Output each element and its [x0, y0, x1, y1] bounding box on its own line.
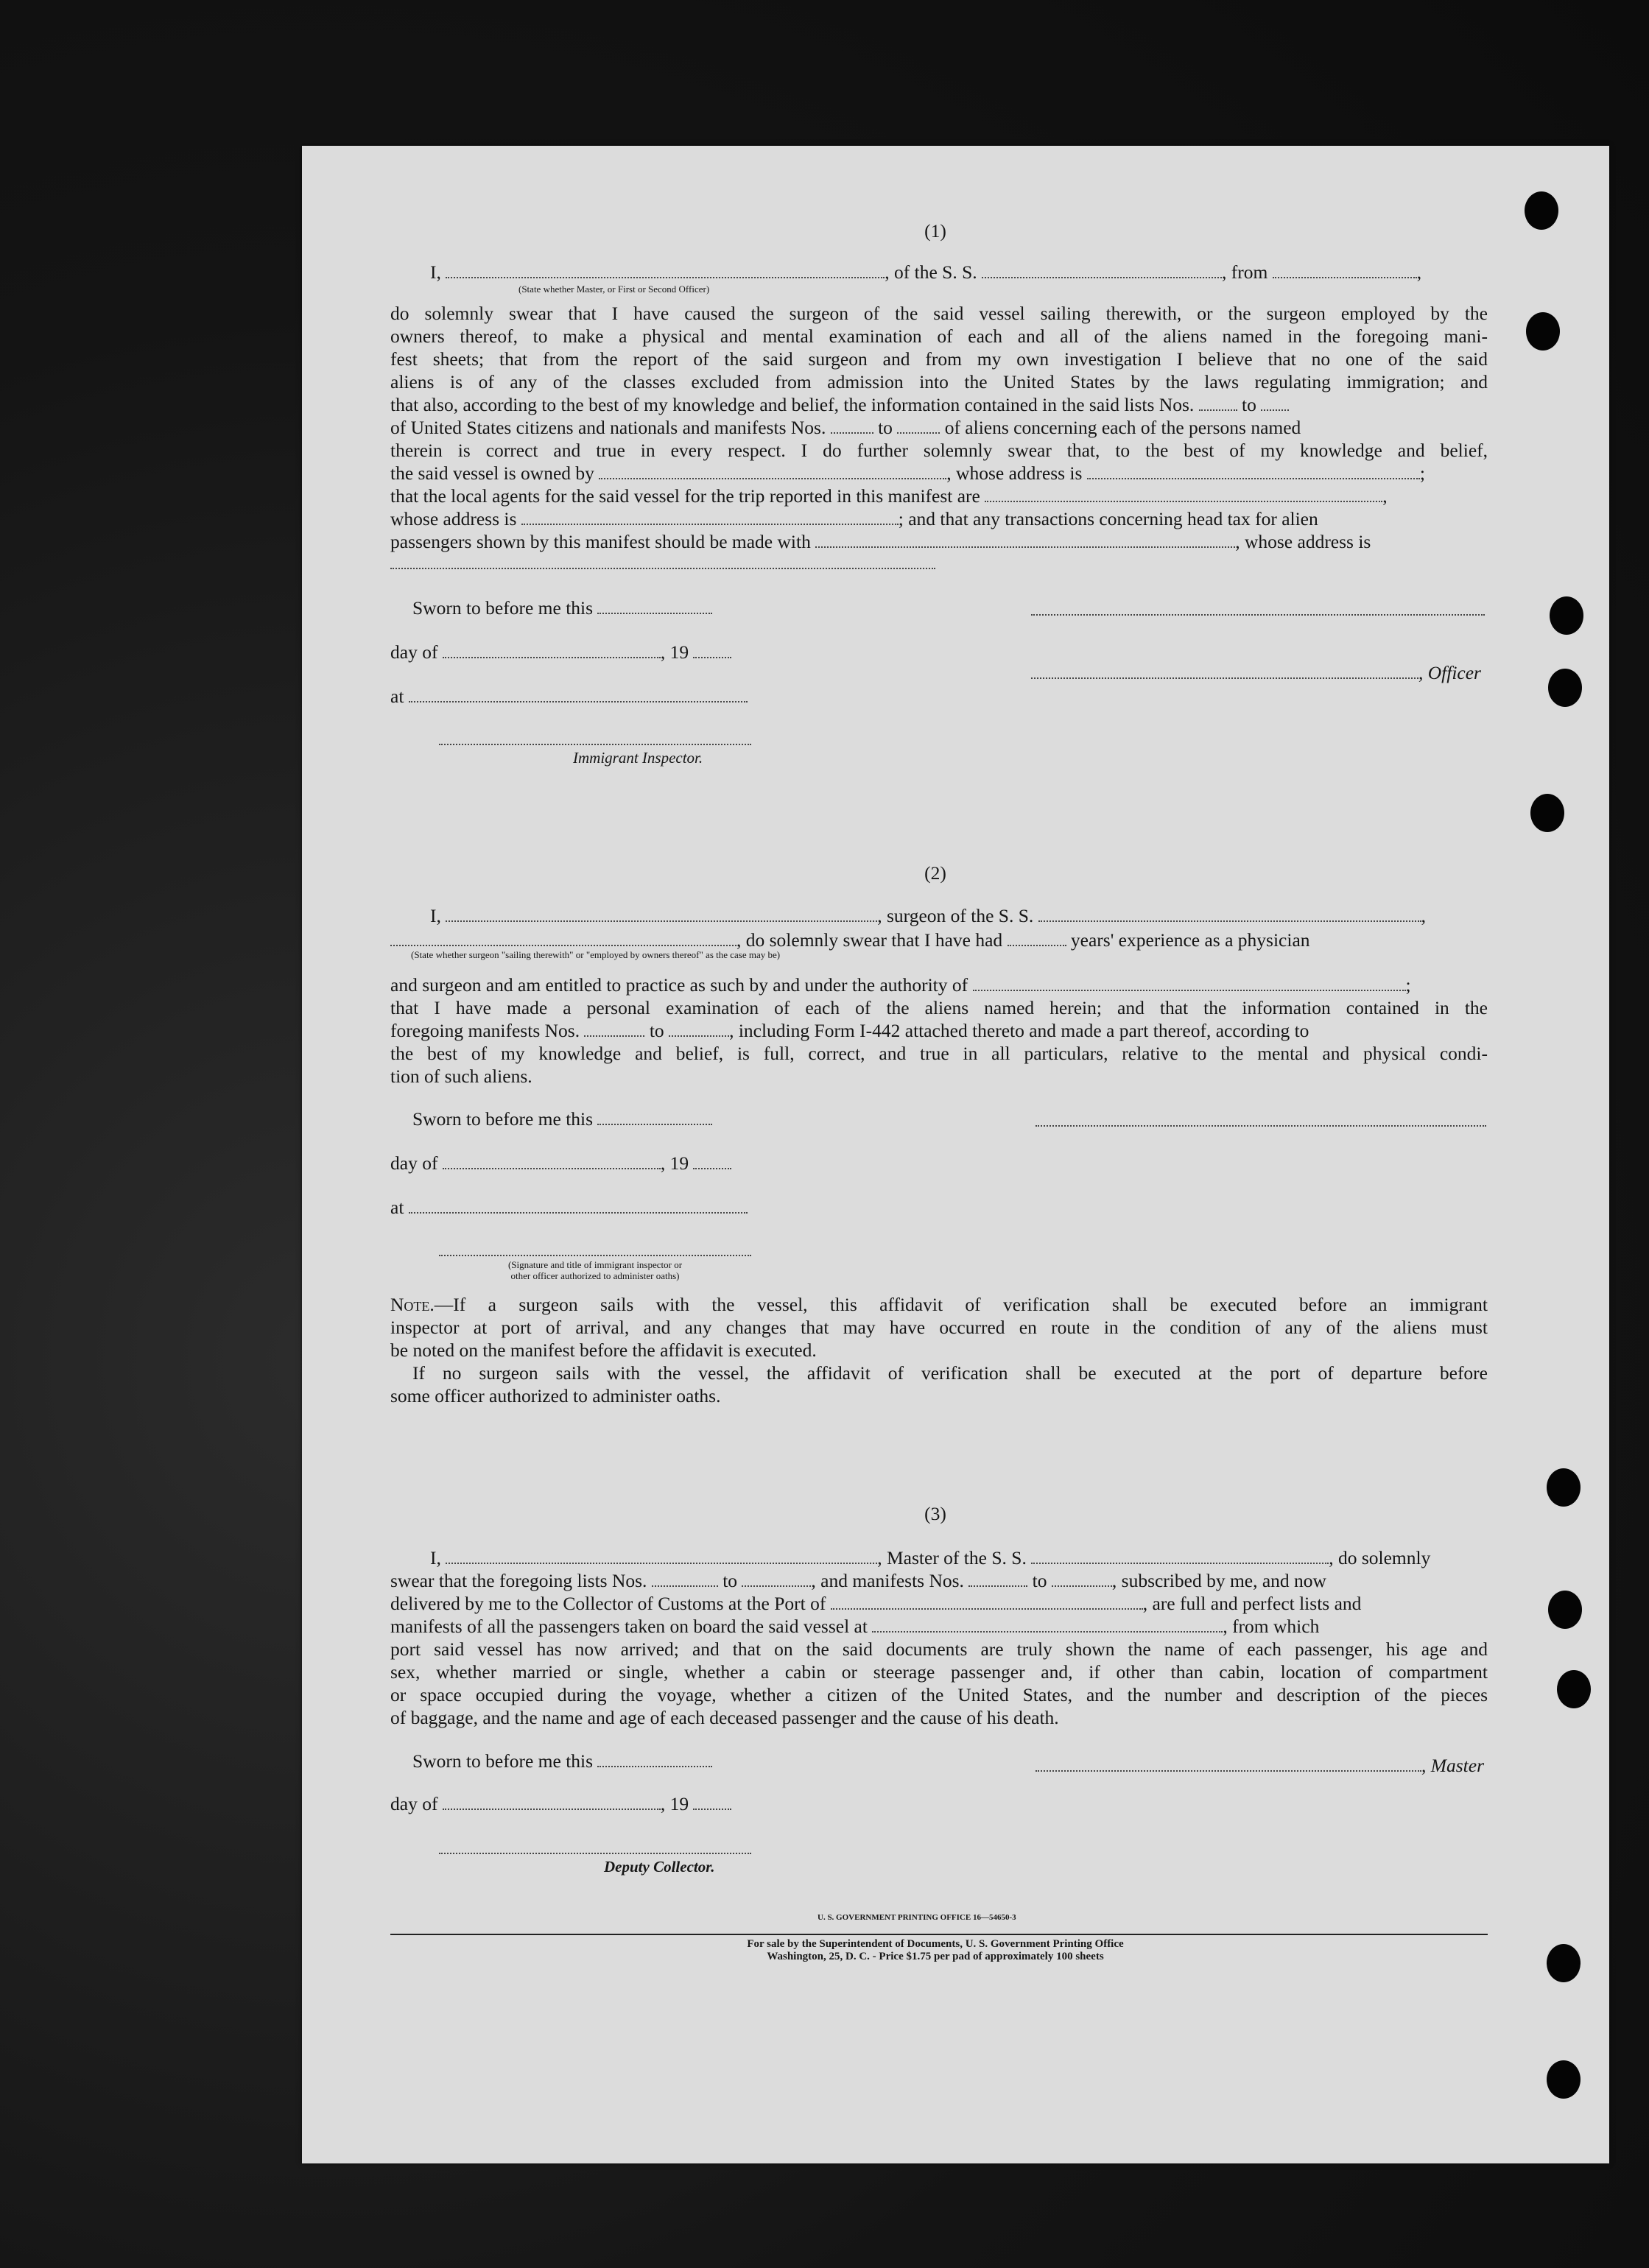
day-of-label: day of — [390, 1152, 438, 1174]
local-agents-label: that the local agents for the said vessel for the trip reported in this manifest are — [390, 485, 980, 507]
punch-hole — [1547, 1468, 1581, 1507]
master-name-field[interactable] — [446, 1548, 877, 1564]
section-3-para-line: or space occupied during the voyage, whether a citizen of the United States, and the number and description of the pieces — [390, 1684, 1488, 1705]
section-3-line-i — [430, 1546, 1430, 1569]
swear-lists-line — [390, 1569, 1326, 1592]
sworn-label: Sworn to before me this — [412, 1750, 594, 1772]
sworn-line — [412, 596, 712, 619]
manifest-to-field[interactable] — [669, 1021, 729, 1037]
list-from-field[interactable] — [652, 1571, 718, 1587]
master-vessel-field[interactable] — [1031, 1548, 1329, 1564]
sale-note-line: For sale by the Superintendent of Documents, U. S. Government Printing Office — [747, 1938, 1124, 1950]
owned-line — [390, 462, 1425, 485]
year-label: , 19 — [660, 1793, 689, 1814]
tion-line: tion of such aliens. — [390, 1066, 532, 1087]
alien-manifest-to-field[interactable] — [897, 418, 940, 434]
surgeon-name-field[interactable] — [446, 906, 877, 922]
officer-note: (State whether Master, or First or Second Officer) — [518, 284, 710, 295]
inspector-signature-line[interactable] — [439, 1255, 751, 1256]
surgeon-status-field[interactable] — [390, 930, 736, 946]
manifests-nos-label: , and manifests Nos. — [811, 1570, 964, 1591]
manifest-affidavit-page — [302, 146, 1609, 2163]
day-of-label: day of — [390, 641, 438, 663]
vessel-name-field[interactable] — [982, 262, 1222, 278]
surgeon-signature-line[interactable] — [1036, 1125, 1486, 1127]
note-line — [390, 1293, 1488, 1316]
at-label: at — [390, 1197, 404, 1218]
to-label: to — [722, 1570, 738, 1591]
delivered-label: delivered by me to the Collector of Customs at the Port of — [390, 1593, 826, 1614]
party-address-field[interactable] — [390, 568, 935, 569]
to-label: to — [1242, 394, 1256, 415]
perfect-lists-label: , are full and perfect lists and — [1142, 1593, 1362, 1614]
head-tax-label: ; and that any transactions concerning head tax for alien — [898, 508, 1318, 529]
signature-note-line: (Signature and title of immigrant inspector or — [507, 1259, 683, 1270]
departure-port-field[interactable] — [1273, 262, 1417, 278]
day-of-label: day of — [390, 1793, 438, 1814]
sworn-year-field[interactable] — [693, 642, 731, 658]
surgeon-vessel-field[interactable] — [1038, 906, 1421, 922]
pronoun-label: I, — [430, 905, 441, 926]
authority-line — [390, 973, 1411, 996]
lists-nos-label: swear that the foregoing lists Nos. — [390, 1570, 647, 1591]
section-1-number: (1) — [924, 220, 946, 242]
officer-signature-line[interactable] — [1031, 614, 1485, 616]
foregoing-line — [390, 1019, 1309, 1042]
officer-title-field[interactable] — [1031, 663, 1418, 679]
passengers-label: passengers shown by this manifest should be made with — [390, 531, 811, 552]
section-3-para-line: of baggage, and the name and age of each deceased passenger and the cause of his death. — [390, 1707, 1059, 1728]
punch-hole — [1526, 312, 1560, 351]
note-line: inspector at port of arrival, and any changes that may have occurred en route in the condition of any of the aliens must — [390, 1317, 1488, 1338]
authority-label: and surgeon and am entitled to practice as such by and under the authority of — [390, 974, 968, 996]
comma: , — [1416, 261, 1422, 283]
sworn-day-field[interactable] — [597, 1751, 712, 1767]
owner-address-field[interactable] — [1087, 463, 1420, 479]
taken-on-board-label: manifests of all the passengers taken on board the said vessel at — [390, 1616, 868, 1637]
best-line: the best of my knowledge and belief, is full, correct, and true in all particulars, relative to the mental and physical condi- — [390, 1043, 1488, 1064]
pronoun-label: I, — [430, 261, 441, 283]
years-experience-field[interactable] — [1008, 930, 1066, 946]
sworn-year-field[interactable] — [693, 1153, 731, 1169]
authority-field[interactable] — [973, 975, 1406, 991]
sworn-line — [412, 1750, 712, 1772]
note-text: —If a surgeon sails with the vessel, this affidavit of verification shall be executed before an immigrant — [434, 1294, 1488, 1315]
to-label: to — [649, 1020, 664, 1041]
sworn-place-field[interactable] — [409, 686, 748, 702]
note2-line: some officer authorized to administer oaths. — [390, 1385, 721, 1406]
footer-rule — [390, 1934, 1488, 1935]
alien-manifest-from-field[interactable] — [831, 418, 873, 434]
section-2-number: (2) — [924, 862, 946, 884]
agent-address-label: whose address is — [390, 508, 517, 529]
party-address-label: , whose address is — [1235, 531, 1371, 552]
section-3-number: (3) — [924, 1503, 946, 1524]
punch-hole — [1548, 669, 1582, 707]
year-label: , 19 — [660, 641, 689, 663]
manifests-line — [390, 1615, 1319, 1638]
years-experience-label: years' experience as a physician — [1070, 929, 1310, 951]
passengers-line — [390, 530, 1371, 553]
sworn-line — [412, 1107, 712, 1130]
agents-line — [390, 485, 1388, 507]
to-label: to — [878, 417, 893, 438]
solemnly-label: , do solemnly — [1329, 1547, 1431, 1568]
punch-hole — [1547, 2060, 1581, 2099]
punch-hole — [1530, 794, 1564, 832]
section-2-line-i — [430, 904, 1426, 927]
collector-signature-line[interactable] — [439, 1853, 751, 1854]
note-line: be noted on the manifest before the affidavit is executed. — [390, 1339, 817, 1361]
collector-label: Deputy Collector. — [604, 1858, 715, 1876]
citizens-line — [390, 416, 1301, 439]
foregoing-label: foregoing manifests Nos. — [390, 1020, 580, 1041]
day-of-line — [390, 1152, 731, 1174]
whose-address-line — [390, 507, 1318, 530]
sale-note — [302, 1938, 1569, 1963]
correct-line: therein is correct and true in every respect. I do further solemnly swear that, to the best of my knowledge and belief, — [390, 440, 1488, 461]
form-i442-label: , including Form I-442 attached thereto and made a part thereof, according to — [729, 1020, 1309, 1041]
from-label: , from — [1222, 261, 1268, 283]
list-to-field[interactable] — [742, 1571, 811, 1587]
sworn-label: Sworn to before me this — [412, 597, 594, 619]
pronoun-label: I, — [430, 1547, 441, 1568]
signature-note — [439, 1259, 751, 1281]
to-label: to — [1032, 1570, 1047, 1591]
year-label: , 19 — [660, 1152, 689, 1174]
para-line: owners thereof, to make a physical and mental examination of each and all of the aliens named in the foregoing mani- — [390, 325, 1488, 347]
section-1-line-i — [430, 261, 1421, 284]
section-3-para-line: sex, whether married or single, whether a cabin or steerage passenger and, if other than cabin, location of compartment — [390, 1661, 1488, 1683]
citizen-list-from-field[interactable] — [1199, 395, 1237, 411]
note-label: Note. — [390, 1294, 435, 1315]
of-ss-label: , of the S. S. — [885, 261, 977, 283]
manifest-from-field[interactable] — [968, 1571, 1027, 1587]
sworn-month-field[interactable] — [443, 642, 661, 658]
at-line — [390, 1196, 748, 1219]
sale-note-line: Washington, 25, D. C. - Price $1.75 per pad of approximately 100 sheets — [767, 1951, 1104, 1962]
head-tax-party-field[interactable] — [815, 532, 1235, 548]
sworn-label: Sworn to before me this — [412, 1108, 594, 1130]
embarkation-port-field[interactable] — [872, 1616, 1223, 1633]
surgeon-of-ss-label: , surgeon of the S. S. — [877, 905, 1034, 926]
list-nos-line — [390, 393, 1289, 416]
exam-line: that I have made a personal examination of each of the aliens named herein; and that the information contained in the — [390, 997, 1488, 1018]
day-of-line — [390, 1792, 731, 1815]
master-of-ss-label: , Master of the S. S. — [877, 1547, 1027, 1568]
comma: , — [1382, 485, 1388, 507]
note2-line: If no surgeon sails with the vessel, the affidavit of verification shall be executed at the port of departure before — [412, 1362, 1488, 1384]
section-3-para-line: port said vessel has now arrived; and that on the said documents are truly shown the name of each passenger, his age and — [390, 1638, 1488, 1660]
owned-by-label: the said vessel is owned by — [390, 462, 594, 484]
local-agents-field[interactable] — [985, 486, 1382, 502]
para-line: do solemnly swear that I have caused the surgeon of the said vessel sailing therewith, or the surgeon employed by the — [390, 303, 1488, 324]
at-line — [390, 685, 748, 708]
swear-label: , do solemnly swear that I have had — [736, 929, 1003, 951]
agent-address-field[interactable] — [521, 509, 899, 525]
aliens-concerning-label: of aliens concerning each of the persons named — [944, 417, 1301, 438]
inspector-label: Immigrant Inspector. — [573, 749, 703, 767]
signature-note-line: other officer authorized to administer oaths) — [510, 1270, 680, 1281]
at-label: at — [390, 686, 404, 707]
arrival-port-field[interactable] — [831, 1593, 1143, 1610]
para-line: fest sheets; that from the report of the said surgeon and from my own investigation I believe that no one of the said — [390, 348, 1488, 370]
manifest-to-field[interactable] — [1052, 1571, 1112, 1587]
sworn-place-field[interactable] — [409, 1197, 748, 1214]
inspector-signature-line[interactable] — [439, 744, 751, 745]
officer-name-field[interactable] — [446, 262, 885, 278]
surgeon-swear-line — [390, 929, 1310, 951]
owner-address-label: , whose address is — [946, 462, 1083, 484]
delivered-line — [390, 1592, 1361, 1615]
sworn-year-field[interactable] — [693, 1794, 731, 1810]
officer-label: , Officer — [1418, 662, 1481, 683]
subscribed-label: , subscribed by me, and now — [1111, 1570, 1326, 1591]
punch-hole — [1550, 596, 1583, 635]
sworn-month-field[interactable] — [443, 1153, 661, 1169]
day-of-line — [390, 641, 731, 663]
gpo-imprint: U. S. GOVERNMENT PRINTING OFFICE 16—54650-3 — [818, 1913, 1016, 1922]
para-line: aliens is of any of the classes excluded from admission into the United States by the laws regulating immigration; and — [390, 371, 1488, 392]
surgeon-note: (State whether surgeon "sailing therewith" or "employed by owners thereof" as the case may be) — [411, 949, 781, 960]
citizens-label: of United States citizens and nationals and manifests Nos. — [390, 417, 826, 438]
master-label: , Master — [1421, 1755, 1484, 1776]
master-signature-line — [1036, 1754, 1484, 1777]
semicolon: ; — [1419, 462, 1425, 484]
sworn-month-field[interactable] — [443, 1794, 661, 1810]
sworn-day-field[interactable] — [597, 1109, 712, 1125]
list-nos-label: that also, according to the best of my knowledge and belief, the information contained in the said lists Nos. — [390, 394, 1195, 415]
owner-field[interactable] — [599, 463, 946, 479]
comma: , — [1421, 905, 1427, 926]
semicolon: ; — [1405, 974, 1411, 996]
sworn-day-field[interactable] — [597, 598, 712, 614]
manifest-from-field[interactable] — [584, 1021, 644, 1037]
officer-line — [1031, 661, 1481, 684]
punch-hole — [1548, 1591, 1582, 1629]
from-which-label: , from which — [1223, 1616, 1320, 1637]
master-signature-field[interactable] — [1036, 1755, 1421, 1772]
punch-hole — [1557, 1670, 1591, 1708]
citizen-list-to-field[interactable] — [1261, 395, 1289, 411]
